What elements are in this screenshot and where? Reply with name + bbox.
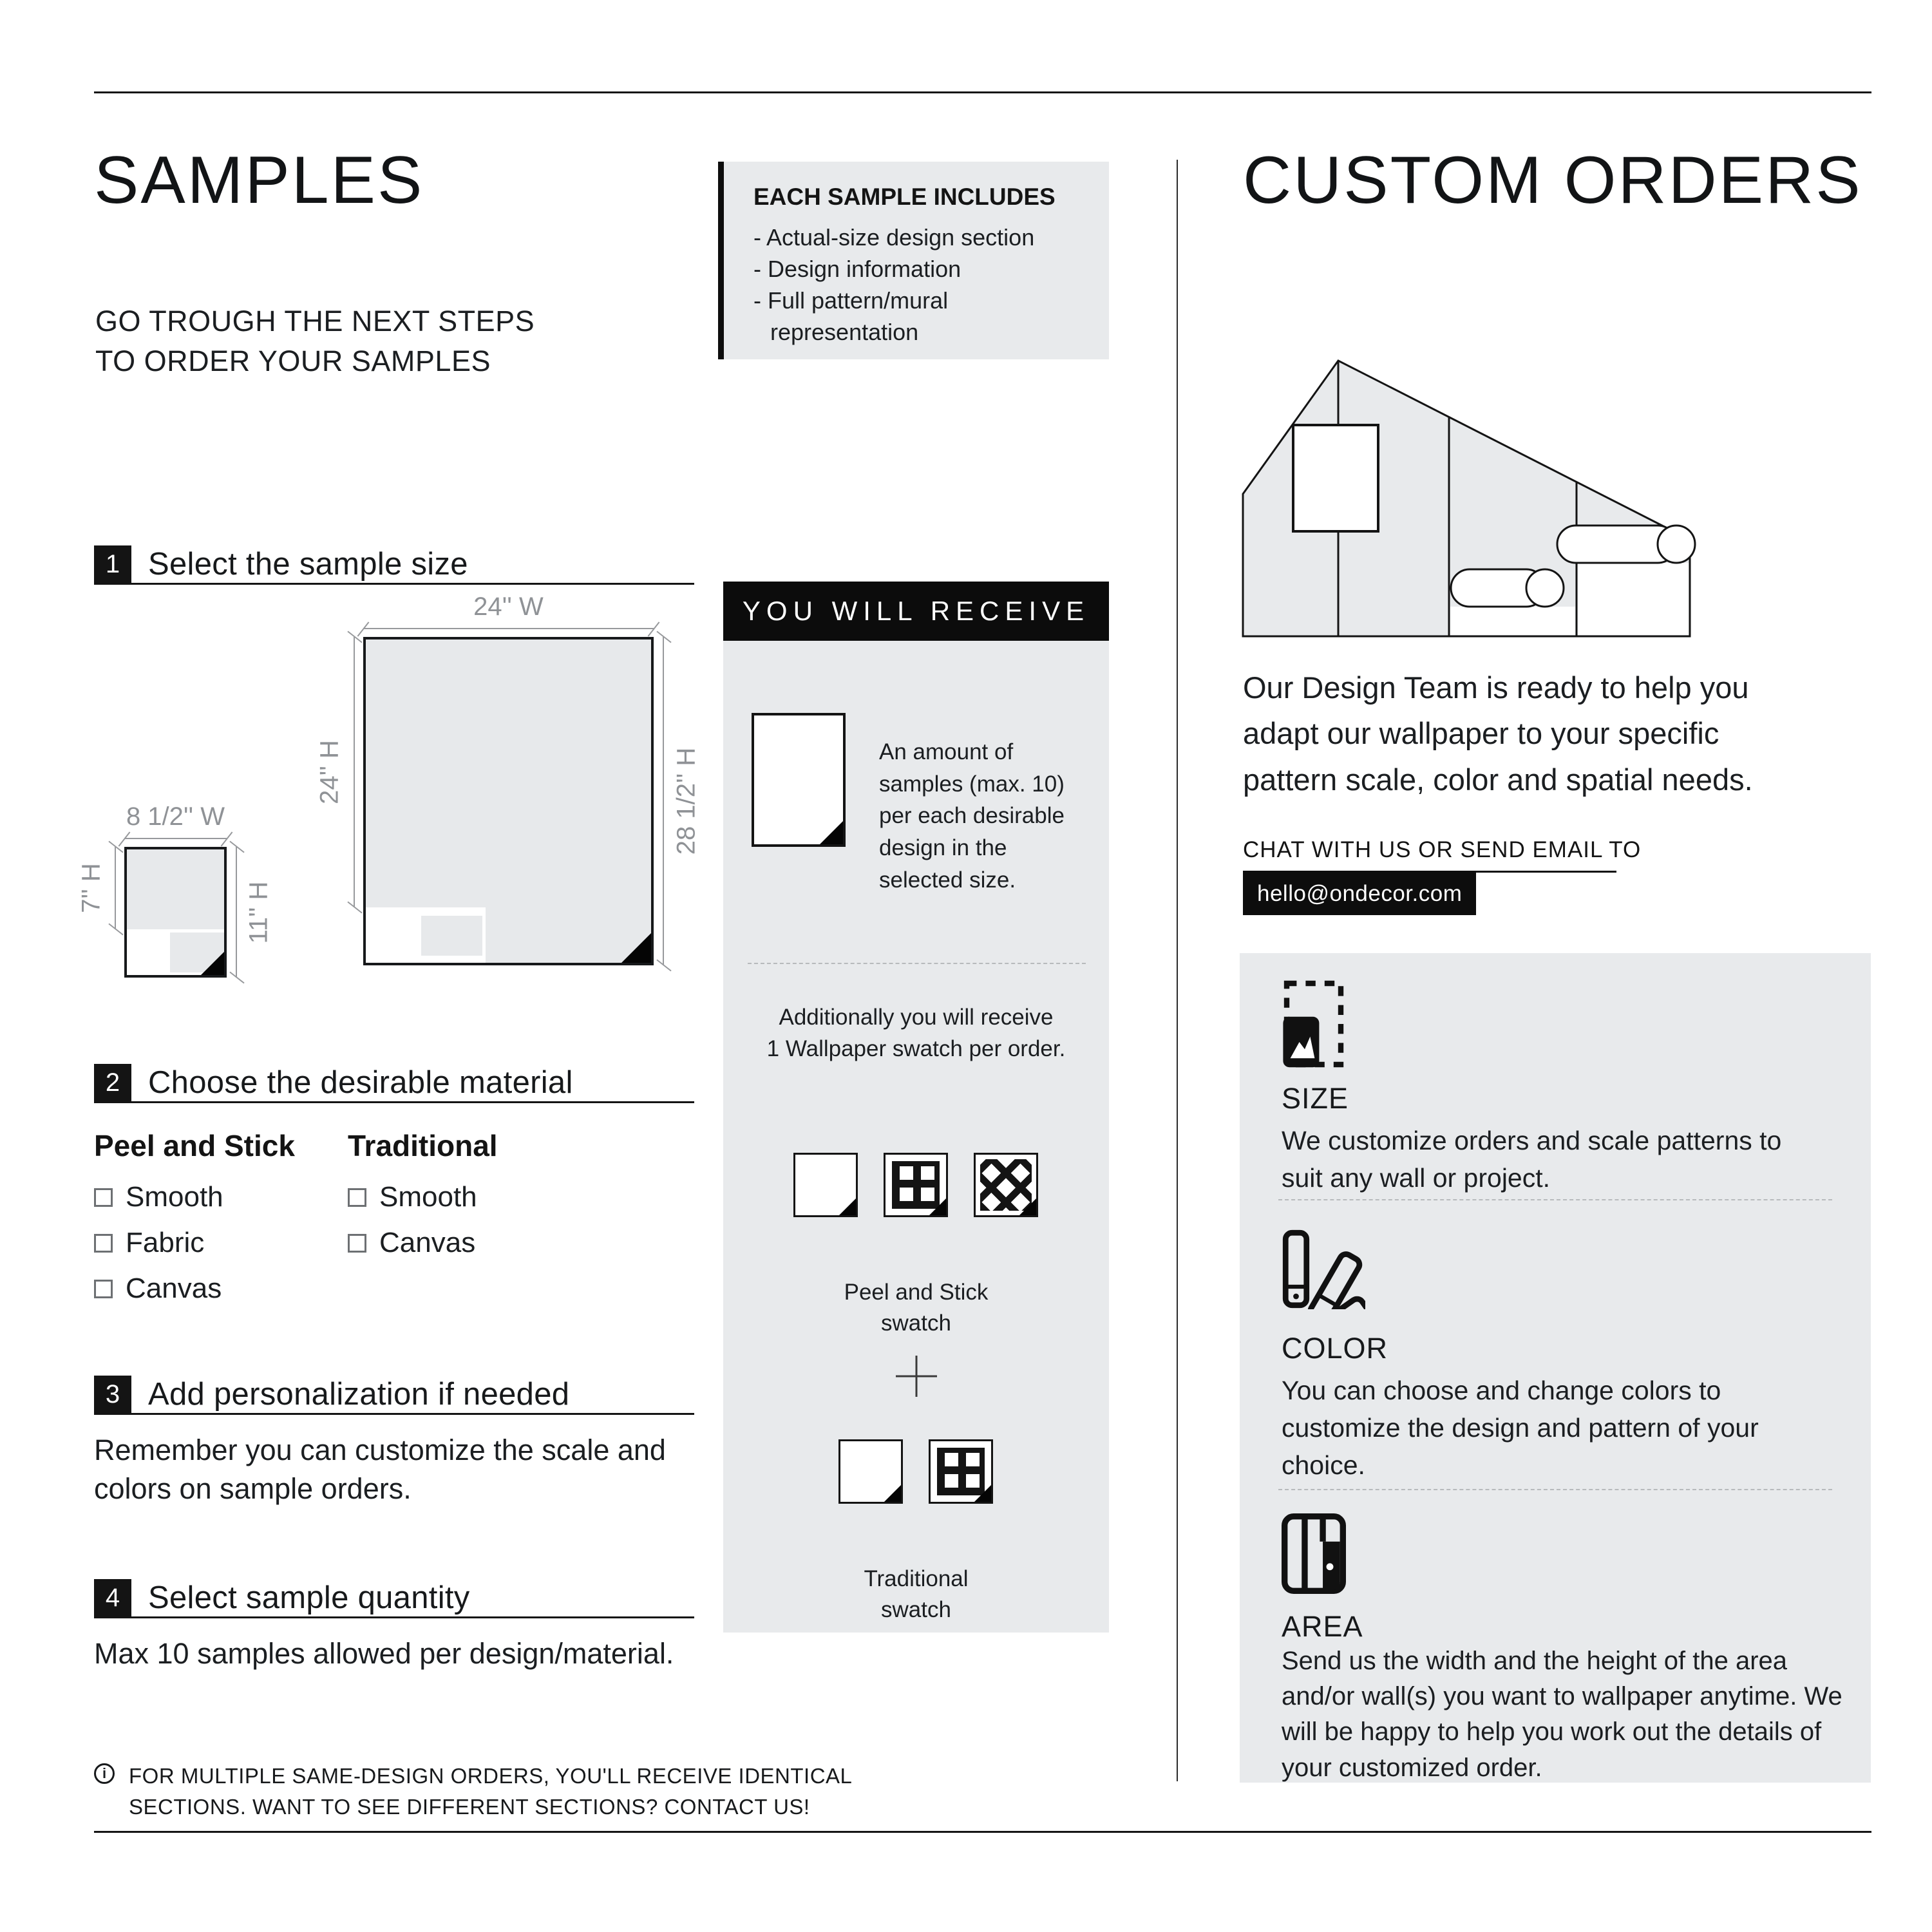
option-smooth[interactable]: Smooth xyxy=(348,1181,498,1213)
folded-corner-icon xyxy=(839,1198,856,1215)
checkbox[interactable] xyxy=(94,1188,113,1207)
peel-and-stick-heading: Peel and Stick xyxy=(94,1129,295,1162)
info-icon xyxy=(94,1763,115,1784)
small-sample-height-label-right: 11'' H xyxy=(244,881,273,944)
note-line-1: FOR MULTIPLE SAME-DESIGN ORDERS, YOU'LL RECEIVE IDENTICAL xyxy=(129,1764,853,1788)
folded-corner-icon xyxy=(820,821,843,844)
dashed-divider xyxy=(1278,1489,1832,1490)
large-sample-height-label-right: 28 1/2'' H xyxy=(672,747,701,855)
option-canvas[interactable]: Canvas xyxy=(348,1227,498,1259)
small-sample-width-dimension xyxy=(124,838,227,839)
small-sample-left-dimension xyxy=(115,847,116,929)
includes-item: - Full pattern/mural xyxy=(753,287,949,314)
intro-text xyxy=(95,301,535,381)
note-line-2: SECTIONS. WANT TO SEE DIFFERENT SECTIONS? CONTACT US! xyxy=(129,1794,810,1819)
option-smooth[interactable]: Smooth xyxy=(94,1181,295,1213)
large-sample-right-dimension xyxy=(663,637,664,965)
option-fabric[interactable]: Fabric xyxy=(94,1227,295,1259)
email-address-button[interactable]: hello@ondecor.com xyxy=(1243,873,1476,915)
small-sample-right-dimension xyxy=(236,847,237,978)
bottom-rule xyxy=(94,1831,1871,1833)
folded-corner-icon xyxy=(1019,1198,1036,1215)
blank-swatch-icon xyxy=(838,1439,903,1504)
step-3-title: Add personalization if needed xyxy=(148,1377,570,1412)
grid-swatch-icon xyxy=(884,1153,948,1217)
step-4-number-badge: 4 xyxy=(94,1579,131,1616)
samples-amount-text: An amount of samples (max. 10) per each desirable design in the selected size. xyxy=(879,739,1065,893)
intro-line-2: TO ORDER YOUR SAMPLES xyxy=(95,345,491,378)
window xyxy=(1293,425,1378,531)
step-2-header xyxy=(94,1064,694,1103)
large-sample-height-label-left: 24'' H xyxy=(315,740,344,804)
step-4-header xyxy=(94,1579,694,1618)
includes-item: representation xyxy=(770,318,919,345)
additional-line-2: 1 Wallpaper swatch per order. xyxy=(766,1036,1066,1061)
step-4-title: Select sample quantity xyxy=(148,1580,470,1615)
traditional-options xyxy=(348,1128,498,1273)
folded-corner-icon xyxy=(974,1485,991,1502)
folded-corner-icon xyxy=(201,952,224,975)
area-description: Send us the width and the height of the area and/or wall(s) you want to wallpaper anytime. We will be happy to help you work out the details of your customized order. xyxy=(1282,1647,1842,1782)
small-sample-swatch-diagram xyxy=(124,847,227,978)
checkbox[interactable] xyxy=(94,1234,113,1253)
folded-corner-icon xyxy=(621,933,651,963)
peel-and-stick-options xyxy=(94,1128,295,1318)
size-crop-icon xyxy=(1282,979,1346,1069)
color-heading: COLOR xyxy=(1282,1332,1388,1365)
crosshatch-swatch-icon xyxy=(974,1153,1038,1217)
large-sample-swatch-diagram xyxy=(363,637,654,965)
folded-corner-icon xyxy=(929,1198,946,1215)
folded-corner-icon xyxy=(884,1485,901,1502)
traditional-swatch-label-2: swatch xyxy=(881,1597,951,1623)
large-sample-left-dimension xyxy=(354,637,355,907)
design-team-paragraph: Our Design Team is ready to help you adapt our wallpaper to your specific pattern scale, color and spatial needs. xyxy=(1243,670,1753,797)
large-sample-width-dimension xyxy=(363,628,654,629)
option-canvas[interactable]: Canvas xyxy=(94,1273,295,1305)
small-sample-height-label-left: 7'' H xyxy=(77,863,106,913)
multiple-orders-note xyxy=(94,1761,852,1823)
chat-with-us-label: CHAT WITH US OR SEND EMAIL TO xyxy=(1243,837,1642,862)
step-2-title: Choose the desirable material xyxy=(148,1065,573,1100)
small-sample-width-label: 8 1/2'' W xyxy=(126,802,225,831)
each-sample-includes-box xyxy=(718,162,1109,359)
you-will-receive-header: YOU WILL RECEIVE xyxy=(723,582,1109,641)
traditional-swatch-label-1: Traditional xyxy=(864,1566,969,1591)
house-wallpaper-illustration xyxy=(1242,355,1699,642)
sample-sheet-icon xyxy=(752,713,846,847)
includes-item: - Actual-size design section xyxy=(753,224,1035,251)
color-swatches-icon xyxy=(1282,1229,1365,1309)
intro-line-1: GO TROUGH THE NEXT STEPS xyxy=(95,305,535,337)
wallpaper-roll-icon xyxy=(1557,526,1695,563)
step-1-header xyxy=(94,545,694,585)
peel-swatch-label-1: Peel and Stick xyxy=(844,1280,989,1305)
large-sample-width-label: 24'' W xyxy=(473,592,544,621)
color-description: You can choose and change colors to customize the design and pattern of your choice. xyxy=(1282,1376,1759,1481)
checkbox[interactable] xyxy=(348,1188,366,1207)
column-divider xyxy=(1177,160,1178,1781)
area-heading: AREA xyxy=(1282,1610,1363,1643)
size-heading: SIZE xyxy=(1282,1082,1349,1115)
checkbox[interactable] xyxy=(348,1234,366,1253)
size-description: We customize orders and scale patterns to suit any wall or project. xyxy=(1282,1126,1782,1193)
wallpaper-roll-icon xyxy=(1451,569,1564,607)
step-3-header xyxy=(94,1376,694,1415)
samples-title: SAMPLES xyxy=(94,143,424,218)
traditional-heading: Traditional xyxy=(348,1129,498,1162)
you-will-receive-panel xyxy=(723,641,1109,1633)
top-rule xyxy=(94,91,1871,93)
wall-area-icon xyxy=(1282,1513,1346,1594)
additional-line-1: Additionally you will receive xyxy=(779,1005,1054,1030)
step-3-description: Remember you can customize the scale and colors on sample orders. xyxy=(94,1434,666,1505)
customization-features-panel xyxy=(1240,953,1871,1783)
blank-swatch-icon xyxy=(793,1153,858,1217)
step-1-number-badge: 1 xyxy=(94,545,131,583)
step-2-number-badge: 2 xyxy=(94,1064,131,1101)
dashed-divider xyxy=(1278,1199,1832,1200)
checkbox[interactable] xyxy=(94,1280,113,1298)
grid-swatch-icon xyxy=(929,1439,993,1504)
step-4-description: Max 10 samples allowed per design/material. xyxy=(94,1637,674,1670)
dashed-divider xyxy=(748,963,1086,964)
includes-item: - Design information xyxy=(753,255,961,282)
custom-orders-title: CUSTOM ORDERS xyxy=(1243,143,1862,218)
peel-swatch-label-2: swatch xyxy=(881,1311,951,1336)
plus-icon xyxy=(896,1356,937,1397)
includes-title: EACH SAMPLE INCLUDES xyxy=(753,184,1056,210)
step-1-title: Select the sample size xyxy=(148,547,468,582)
step-3-number-badge: 3 xyxy=(94,1376,131,1413)
